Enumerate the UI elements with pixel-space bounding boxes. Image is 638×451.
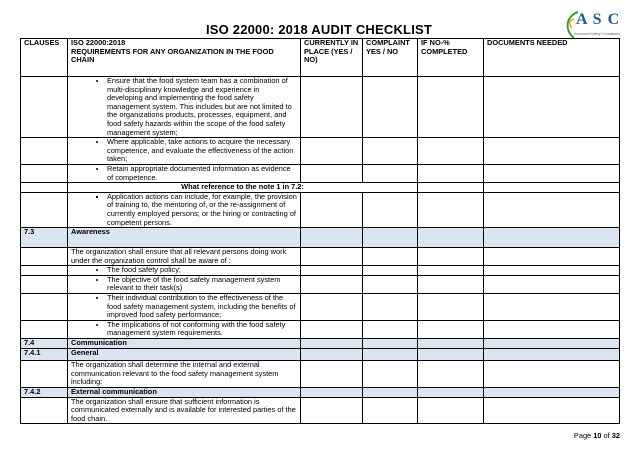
section-title: Communication [68, 339, 301, 349]
completed-cell[interactable] [418, 192, 484, 227]
header-documents-needed: DOCUMENTS NEEDED [484, 39, 620, 77]
completed-cell[interactable] [418, 248, 484, 266]
logo-text: A S C [576, 11, 621, 28]
documents-cell[interactable] [484, 164, 620, 182]
compliant-cell[interactable] [363, 77, 418, 138]
page-total: 32 [611, 431, 620, 440]
clause-number: 7.4 [21, 339, 68, 349]
in-place-cell[interactable] [301, 397, 363, 424]
compliant-cell[interactable] [363, 248, 418, 266]
compliant-cell[interactable] [363, 320, 418, 338]
requirement-text: The organization shall ensure that all relevant persons doing work under the organization control shall be aware of : [68, 248, 301, 266]
requirement-text: The organization shall determine the internal and external communication relevant to the food safety management system including: [68, 361, 301, 388]
page-number: 10 [593, 431, 602, 440]
in-place-cell[interactable] [301, 320, 363, 338]
header-compliant: COMPLAINT YES / NO [363, 39, 418, 77]
page-footer [540, 431, 620, 440]
completed-cell[interactable] [418, 266, 484, 276]
table-row [21, 164, 620, 182]
compliant-cell[interactable] [363, 275, 418, 293]
table-row [21, 294, 620, 321]
documents-cell[interactable] [484, 192, 620, 227]
of-word: of [603, 431, 610, 440]
section-row-7-4-2 [21, 388, 620, 398]
bullet-item: • Ensure that the food system team has a combination of multi-disciplinary knowledge and experience in developing and implementing the food safety management system. This includes but are not limited to the organizations products, processes, equipment, and food safety hazards within the scope of the food safety management system; [107, 77, 297, 137]
table-row [21, 192, 620, 227]
table-row [21, 248, 620, 266]
bullet-item: ▪ Application actions can include, for example, the provision of training to, the mentoring of, or the re-assignment of currently employed persons; or the hiring or contracting of competent persons. [107, 193, 297, 227]
completed-cell[interactable] [418, 275, 484, 293]
completed-cell[interactable] [418, 294, 484, 321]
documents-cell[interactable] [484, 397, 620, 424]
header-row [21, 39, 620, 77]
documents-cell[interactable] [484, 275, 620, 293]
section-title: External communication [68, 388, 301, 398]
in-place-cell[interactable] [301, 248, 363, 266]
in-place-cell[interactable] [301, 77, 363, 138]
in-place-cell[interactable] [301, 266, 363, 276]
header-clauses: CLAUSES [21, 39, 68, 77]
compliant-cell[interactable] [363, 164, 418, 182]
audit-checklist-table [20, 38, 620, 424]
clause-number: 7.4.1 [21, 349, 68, 361]
documents-cell[interactable] [484, 77, 620, 138]
header-requirements-line2: REQUIREMENTS FOR ANY ORGANIZATION IN THE FOOD CHAIN [71, 46, 274, 65]
documents-cell[interactable] [484, 294, 620, 321]
completed-cell[interactable] [418, 138, 484, 165]
compliant-cell[interactable] [363, 294, 418, 321]
table-row [21, 266, 620, 276]
bullet-item: • The objective of the food safety management system relevant to their task(s) [107, 276, 297, 293]
section-row-7-3 [21, 228, 620, 248]
completed-cell[interactable] [418, 77, 484, 138]
completed-cell[interactable] [418, 397, 484, 424]
table-row [21, 320, 620, 338]
compliant-cell[interactable] [363, 266, 418, 276]
section-title: Awareness [68, 228, 301, 248]
page-title: ISO 22000: 2018 AUDIT CHECKLIST [205, 22, 433, 37]
bullet-item: • The food safety policy; [107, 266, 297, 275]
section-row-7-4-1 [21, 349, 620, 361]
documents-cell[interactable] [484, 320, 620, 338]
section-title: General [68, 349, 301, 361]
in-place-cell[interactable] [301, 294, 363, 321]
table-row [21, 138, 620, 165]
header-requirements [68, 39, 301, 77]
in-place-cell[interactable] [301, 361, 363, 388]
requirement-text: The organization shall ensure that sufficient information is communicated externally and is available for interested parties of the food chain. [68, 397, 301, 424]
in-place-cell[interactable] [301, 138, 363, 165]
bullet-item: • Retain appropriate documented information as evidence of competence. [107, 165, 297, 182]
compliant-cell[interactable] [363, 138, 418, 165]
compliant-cell[interactable] [363, 361, 418, 388]
note-reference: What reference to the note 1 in 7.2: [68, 183, 418, 193]
header-requirements-line1: ISO 22000:2018 [71, 38, 126, 47]
documents-cell[interactable] [484, 138, 620, 165]
compliant-cell[interactable] [363, 192, 418, 227]
note-reference-row [21, 183, 620, 193]
completed-cell[interactable] [418, 320, 484, 338]
compliant-cell[interactable] [363, 397, 418, 424]
header-currently-in-place: CURRENTLY IN PLACE (YES / NO) [301, 39, 363, 77]
clause-number: 7.3 [21, 228, 68, 248]
table-row [21, 275, 620, 293]
documents-cell[interactable] [484, 248, 620, 266]
table-row [21, 361, 620, 388]
table-row [21, 397, 620, 424]
page-word: Page [573, 431, 592, 440]
header-if-no-completed: IF NO-% COMPLETED [418, 39, 484, 77]
documents-cell[interactable] [484, 361, 620, 388]
table-row [21, 77, 620, 138]
bullet-item: • Their individual contribution to the effectiveness of the food safety management system, including the benefits of improved food safety performance; [107, 294, 297, 320]
documents-cell[interactable] [484, 266, 620, 276]
section-row-7-4 [21, 339, 620, 349]
logo-subtitle: Advanced Safety Consultants [574, 32, 620, 36]
completed-cell[interactable] [418, 361, 484, 388]
bullet-item: • The implications of not conforming with the food safety management system requirements. [107, 321, 297, 338]
bullet-item: • Where applicable, take actions to acquire the necessary competence, and evaluate the effectiveness of the action taken; [107, 138, 297, 164]
in-place-cell[interactable] [301, 275, 363, 293]
in-place-cell[interactable] [301, 164, 363, 182]
in-place-cell[interactable] [301, 192, 363, 227]
completed-cell[interactable] [418, 164, 484, 182]
clause-number: 7.4.2 [21, 388, 68, 398]
